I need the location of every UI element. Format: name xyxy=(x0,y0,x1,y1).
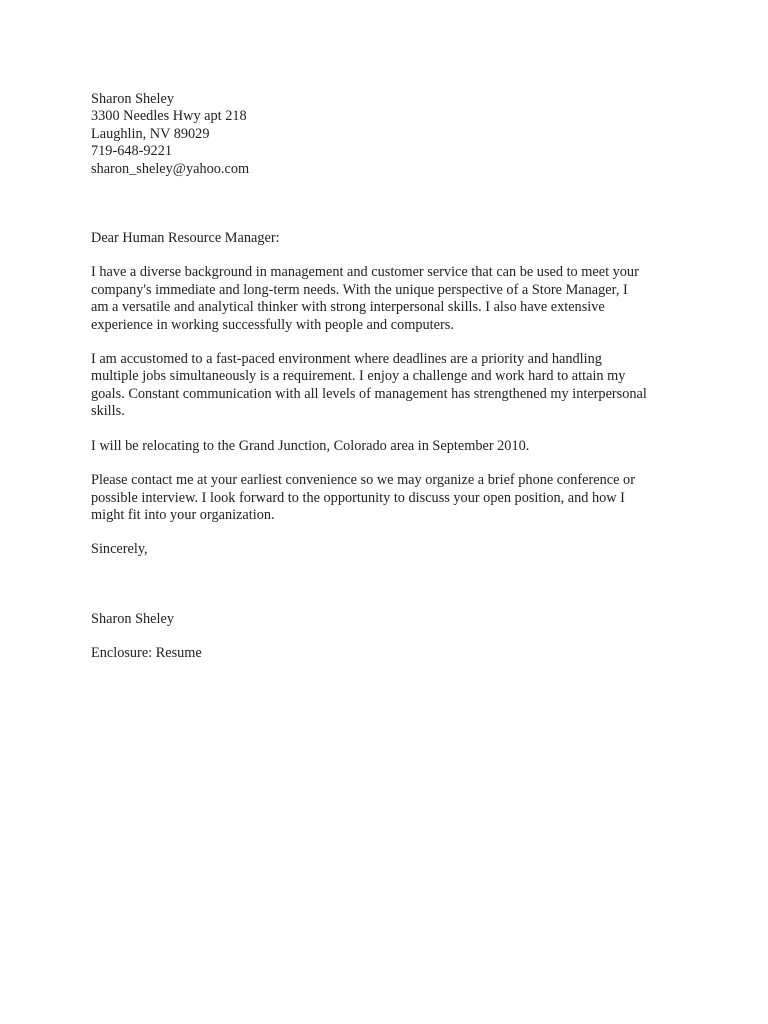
paragraph-line: might fit into your organization. xyxy=(91,506,275,523)
paragraph-line: goals. Constant communication with all levels of management has strengthened my interpersonal xyxy=(91,385,647,402)
sender-city-state-zip: Laughlin, NV 89029 xyxy=(91,125,210,142)
paragraph-line: possible interview. I look forward to the opportunity to discuss your open position, and how I xyxy=(91,489,625,506)
sender-address-block xyxy=(91,91,731,178)
body-paragraph-2 xyxy=(91,351,731,421)
salutation: Dear Human Resource Manager: xyxy=(91,230,280,247)
closing: Sincerely, xyxy=(91,541,148,558)
signature-name: Sharon Sheley xyxy=(91,610,174,627)
body-paragraph-4 xyxy=(91,472,731,524)
sender-phone: 719-648-9221 xyxy=(91,143,173,160)
paragraph-line: I will be relocating to the Grand Junction, Colorado area in September 2010. xyxy=(91,437,530,454)
sender-name: Sharon Sheley xyxy=(91,91,174,107)
paragraph-line: experience in working successfully with people and computers. xyxy=(91,316,454,333)
body-paragraph-1 xyxy=(91,264,731,334)
enclosure-note: Enclosure: Resume xyxy=(91,645,202,662)
sender-email: sharon_sheley@yahoo.com xyxy=(91,160,250,177)
cover-letter xyxy=(91,91,731,663)
paragraph-line: I have a diverse background in management and customer service that can be used to meet your xyxy=(91,264,639,281)
paragraph-line: multiple jobs simultaneously is a requirement. I enjoy a challenge and work hard to attain my xyxy=(91,368,626,385)
paragraph-line: skills. xyxy=(91,403,125,420)
paragraph-line: Please contact me at your earliest convenience so we may organize a brief phone conference or xyxy=(91,472,635,489)
paragraph-line: am a versatile and analytical thinker with strong interpersonal skills. I also have extensive xyxy=(91,299,605,316)
paragraph-line: I am accustomed to a fast-paced environment where deadlines are a priority and handling xyxy=(91,351,602,368)
sender-street: 3300 Needles Hwy apt 218 xyxy=(91,108,247,125)
paragraph-line: company's immediate and long-term needs. With the unique perspective of a Store Manager, I xyxy=(91,281,628,298)
body-paragraph-3 xyxy=(91,438,731,455)
